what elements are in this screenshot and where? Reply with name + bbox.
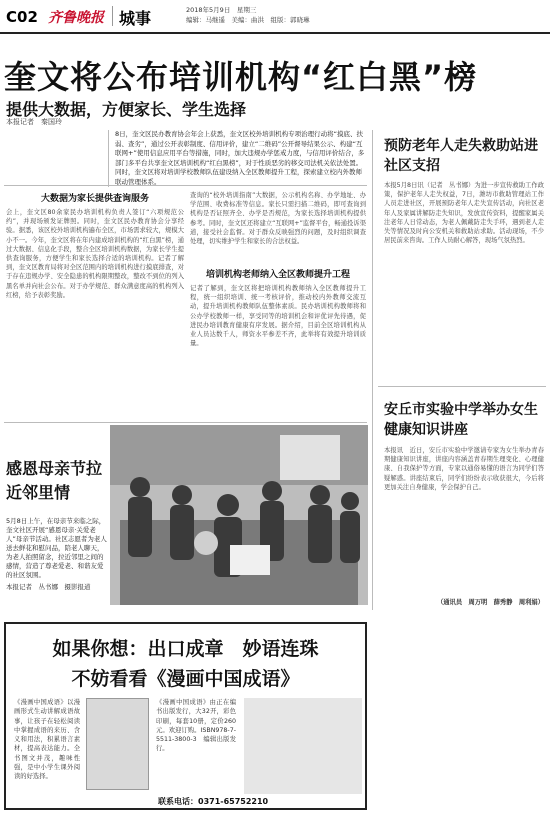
article-column-3: 记者了解到，奎文区将把培训机构教师纳入全区教师提升工程，统一组织培训、统一考核评价，推动校内外教师交流互动，提升培训机构教师队伍整体素质。民办培训机构教师将和公办学校教师一样，享受同等的培训机会和评优评先待遇，促进民办培训教育健康有序发展。据介绍，目前全区培训机构从业人员达数千人，师资水平参差不齐，此举将有效提升培训质量。 — [190, 285, 366, 348]
divider — [4, 185, 367, 186]
column-divider — [372, 130, 373, 610]
section-heading-bigdata: 大数据为家长提供查询服务 — [40, 194, 149, 204]
book-cover-image — [86, 698, 149, 790]
advertisement — [4, 622, 367, 810]
article-subhead: 提供大数据，方便家长、学生选择 — [6, 100, 247, 119]
side-story-2-title: 安丘市实验中学举办女生健康知识讲座 — [384, 402, 538, 438]
ad-phone: 联系电话：0371-65752210 — [158, 797, 269, 806]
issue-meta — [186, 5, 310, 25]
photo-story-title: 感恩母亲节拉近邻里情 — [6, 459, 103, 502]
article-headline: 奎文将公布培训机构“红白黑”榜 — [4, 58, 478, 96]
section-heading-teachers: 培训机构老师纳入全区教师提升工程 — [205, 270, 350, 280]
photo-credit: 本报记者 丛书娜 摄影报道 — [6, 583, 91, 591]
side-story-1-body: 本报5月8日讯（记者 丛书娜）为进一步宣传救助工作政策，保护老年人走失权益，7日，潍坊市救助管理站工作人员走进社区，开展预防老年人走失宣传活动，向社区老年人及家属讲解防走失知识，发放宣传资料，提醒家属关注老年人日常动态，为老人佩戴防走失手环，遇到老人走失等情况及时向公安机关和救助站求助。活动现场，不少居民前来咨询。工作人员耐心解答，现场气氛热烈。 — [384, 182, 544, 245]
photo-caption-text: 5月8日上午，在母亲节来临之际，奎文社区开展“感恩母亲·关爱老人”母亲节活动。社区志愿者为老人送去鲜花和慰问品，陪老人聊天，为老人拍照留念，拉近邻里之间的感情，营造了尊老爱老、和谐友爱的社区氛围。 — [6, 517, 107, 579]
article-byline: 本报记者 秦国玲 — [6, 118, 62, 126]
divider — [4, 422, 367, 423]
section-title: 城事 — [119, 9, 152, 28]
side-story-1-title: 预防老年人走失救助站进社区支招 — [384, 138, 538, 174]
ad-text-right: 《漫画中国成语》由正在编书出版发行，大32开，彩色印刷，每套10册，定价260元。欢迎订购。ISBN978-7-5511-3800-3 编辑出版发行。 — [156, 699, 236, 753]
article-column-1: 会上，奎文区80余家民办培训机构负责人签订“六项规范公约”，并现场颁发证牌照。同时，奎文区民办教育协会分享经验。据悉，该区校外培训机构遍布全区，市场需求较大，规模大小不一。今年，奎文区将在年内建成培训机构的“红白黑”榜，通过大数据、信息化手段，整合全区培训机构数据，为家长学生提供查询服务，方便学生和家长选择合适的培训机构。记者了解到，奎文区教育局将对全区范围内的培训机构进行摸底排查，对于存在违规办学、安全隐患的机构限期整改，整改不到位的列入黑名单并向社会公布。对于办学规范、群众满意度高的机构列入红榜，给予表彰奖励。 — [6, 209, 184, 299]
masthead — [0, 0, 550, 34]
ad-title-line-2: 不妨看看《漫画中国成语》 — [71, 668, 300, 690]
header-divider — [112, 6, 113, 26]
side-story-2-credit: （通讯员 周万明 薛秀静 周利娟） — [436, 599, 544, 606]
editor-credits: 编辑：马继遥 美编：曲洪 组版：郭晓琳 — [186, 16, 310, 24]
issue-date: 2018年5月9日 星期三 — [186, 6, 257, 14]
page-number: C02 — [6, 8, 38, 26]
ad-illustration — [244, 698, 362, 794]
newspaper-logo: 齐鲁晚报 — [48, 10, 104, 26]
article-column-2: 查询的“校外培训指南”大数据，公示机构名称、办学地址、办学范围、收费标准等信息。家长只需扫描二维码，即可查询到机构是否证照齐全、办学是否规范，为家长选择培训机构提供参考。同时，奎文区还将建立“互联网+”监督平台，畅通投诉渠道，接受社会监督。对于群众反映强烈的问题，及时组织调查处理，切实维护学生和家长的合法权益。 — [190, 192, 366, 246]
news-photo-image — [110, 425, 368, 605]
article-lead: 8日，奎文区民办教育协会年会上获悉，奎文区校外培训机构专项治理行动将“摸底、扶弱、查劣”，通过公开表彰制度、信用评价，建立“二维码”公开督导结果公示、构建“互联网+”使用信息应用平台等措施，同时，加大违规办学惩戒力度，与信用评价结合，多部门多平台共享奎文区培训机构“红白黑榜”，对于性质恶劣的移交司法机关依法处置。同时，奎文区将对培训学校教师队伍建设纳入全区教师提升工程，探索建立校内外教师联动管理体系。 — [108, 130, 366, 187]
divider — [378, 386, 546, 387]
ad-text-left: 《漫画中国成语》以漫画形式生动讲解成语故事，让孩子在轻松阅读中掌握成语的来历、含义和用法，积累语言素材，提高表达能力。全书图文并茂，趣味性强，是中小学生课外阅读的好选择。 — [14, 699, 80, 781]
side-story-2-body: 本报讯 近日，安丘市实验中学邀请专家为女生举办青春期健康知识讲座，讲座内容涵盖青春期生理变化、心理健康、自我保护等方面，专家以通俗易懂的语言为同学们答疑解惑。讲座结束后，同学们纷纷表示收获很大，今后将更加关注自身健康，学会保护自己。 — [384, 447, 544, 491]
photo-caption — [6, 517, 108, 592]
news-photo — [110, 425, 368, 605]
ad-title-line-1: 如果你想：出口成章 妙语连珠 — [52, 638, 319, 660]
